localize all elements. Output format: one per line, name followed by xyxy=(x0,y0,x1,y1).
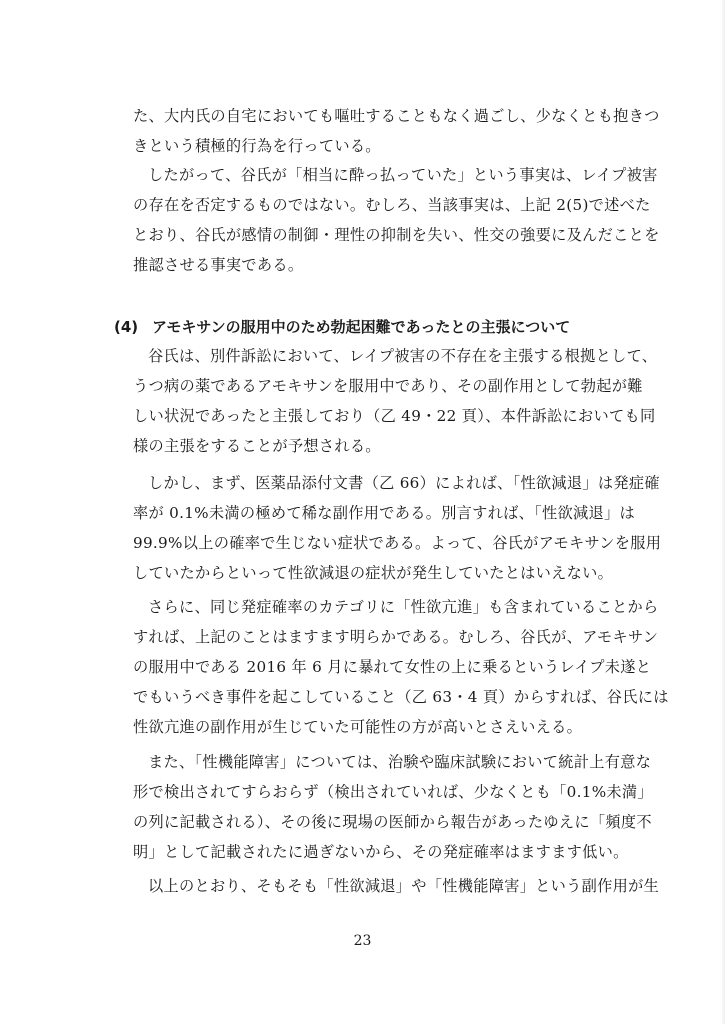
body-text-line: 形で検出されてすらおらず（検出されていれば、少なくとも「0.1%未満」 xyxy=(133,783,653,801)
body-text-line: 99.9%以上の確率で生じない症状である。よって、谷氏がアモキサンを服用 xyxy=(133,534,662,552)
body-text-line: しい状況であったと主張しており（乙 49・22 頁）、本件訴訟においても同 xyxy=(133,407,656,425)
body-text-line: た、大内氏の自宅においても嘔吐することもなく過ごし、少なくとも抱きつ xyxy=(133,107,660,125)
section-number: (4) xyxy=(114,318,139,336)
body-text-line: 推認させる事実である。 xyxy=(133,256,304,274)
body-text-line: 以上のとおり、そもそも「性欲減退」や「性機能障害」という副作用が生 xyxy=(148,877,660,895)
body-text-line: きという積極的行為を行っている。 xyxy=(133,137,381,155)
body-text-line: したがって、谷氏が「相当に酔っ払っていた」という事実は、レイプ被害 xyxy=(148,166,658,184)
section-title: アモキサンの服用中のため勃起困難であったとの主張について xyxy=(152,318,571,336)
body-text-line: 谷氏は、別件訴訟において、レイプ被害の不存在を主張する根拠として、 xyxy=(148,347,658,365)
body-text-line: また、「性機能障害」については、治験や臨床試験において統計上有意な xyxy=(148,753,652,771)
body-text-line: とおり、谷氏が感情の制御・理性の抑制を失い、性交の強要に及んだことを xyxy=(133,226,660,244)
body-text-line: しかし、まず、医薬品添付文書（乙 66）によれば、「性欲減退」は発症確 xyxy=(148,474,660,492)
body-text-line: さらに、同じ発症確率のカテゴリに「性欲亢進」も含まれていることから xyxy=(148,598,659,616)
body-text-line: 性欲亢進の副作用が生じていた可能性の方が高いとさえいえる。 xyxy=(133,718,583,736)
body-text-line: の列に記載される）、その後に現場の医師から報告があったゆえに「頻度不 xyxy=(133,813,652,831)
body-text-line: でもいうべき事件を起こしていること（乙 63・4 頁）からすれば、谷氏には xyxy=(133,688,669,706)
body-text-line: の存在を否定するものではない。むしろ、当該事実は、上記 2(5)で述べた xyxy=(133,196,651,214)
scan-edge-shadow xyxy=(721,0,725,1024)
body-text-line: していたからといって性欲減退の症状が発生していたとはいえない。 xyxy=(133,564,614,582)
body-text-line: の服用中である 2016 年 6 月に暴れて女性の上に乗るというレイプ未遂と xyxy=(133,658,652,676)
page-number: 23 xyxy=(353,933,372,949)
body-text-line: うつ病の薬であるアモキサンを服用中であり、その副作用として勃起が難 xyxy=(133,377,643,395)
body-text-line: 様の主張をすることが予想される。 xyxy=(133,437,381,455)
body-text-line: すれば、上記のことはますます明らかである。むしろ、谷氏が、アモキサン xyxy=(133,628,659,646)
body-text-line: 率が 0.1%未満の極めて稀な副作用である。別言すれば、「性欲減退」は xyxy=(133,504,635,522)
body-text-line: 明」として記載されたに過ぎないから、その発症確率はますます低い。 xyxy=(133,843,629,861)
section-heading xyxy=(114,317,570,337)
